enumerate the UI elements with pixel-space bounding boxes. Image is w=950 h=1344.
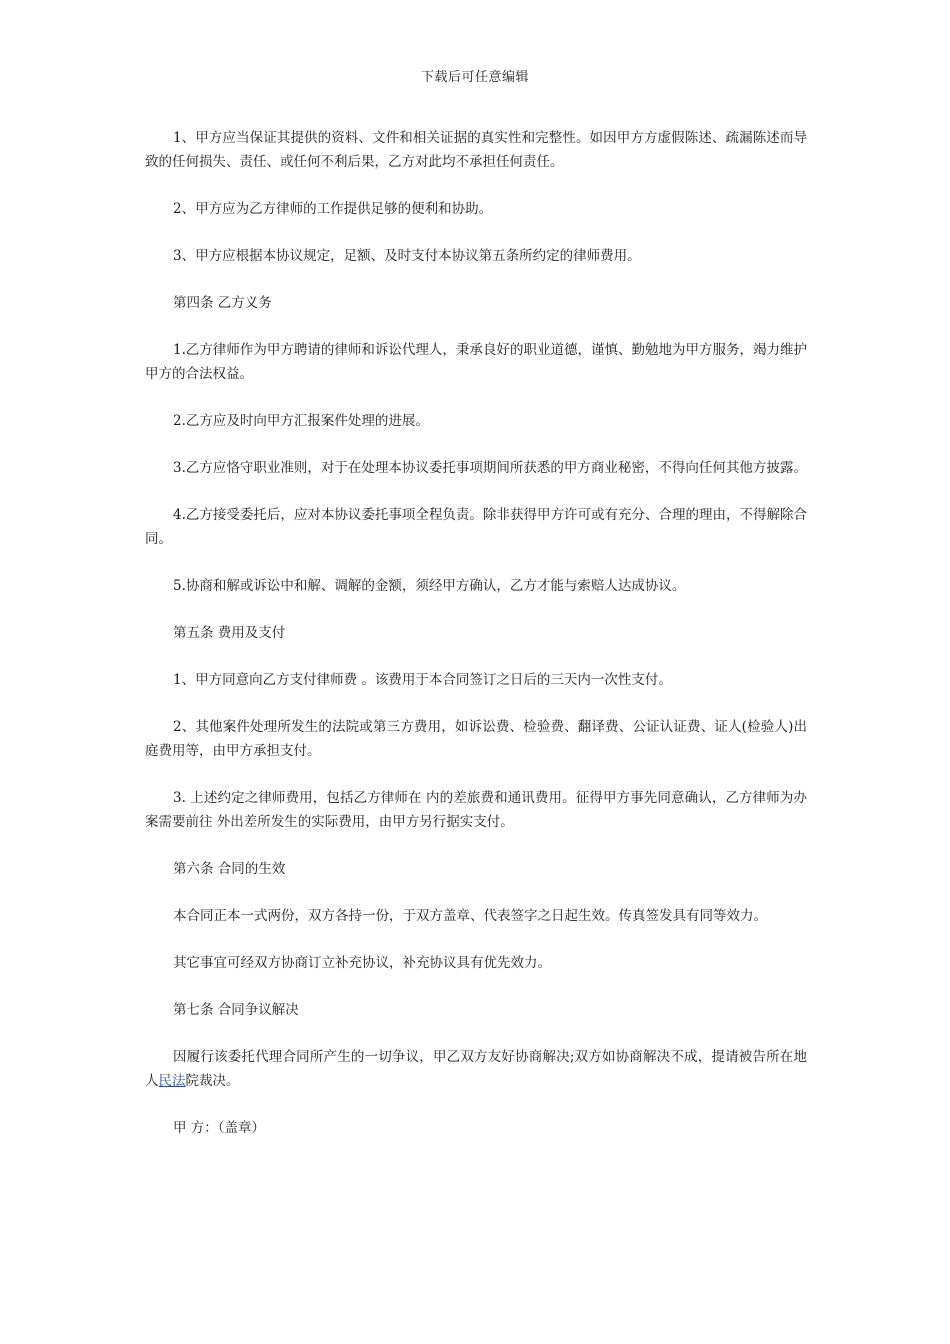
civil-law-link[interactable]: 民法: [158, 1073, 186, 1089]
clause-party-b-1: 1.乙方律师作为甲方聘请的律师和诉讼代理人，秉承良好的职业道德，谨慎、勤勉地为甲方服务，竭力维护甲方的合法权益。: [145, 342, 807, 382]
clause-effect-2: 其它事宜可经双方协商订立补充协议，补充协议具有优先效力。: [173, 955, 551, 971]
clause-fee-2: 2、其他案件处理所发生的法院或第三方费用，如诉讼费、检验费、翻译费、公证认证费、证人(检验人)出庭费用等，由甲方承担支付。: [145, 719, 807, 759]
clause-party-a-1: 1、甲方应当保证其提供的资料、文件和相关证据的真实性和完整性。如因甲方方虚假陈述、疏漏陈述而导致的任何损失、责任、或任何不利后果，乙方对此均不承担任何责任。: [145, 130, 807, 170]
clause-party-a-2: 2、甲方应为乙方律师的工作提供足够的便利和协助。: [173, 201, 493, 217]
clause-party-b-5: 5.协商和解或诉讼中和解、调解的金额，须经甲方确认，乙方才能与索赔人达成协议。: [173, 578, 686, 594]
clause-effect-1: 本合同正本一式两份，双方各持一份，于双方盖章、代表签字之日起生效。传真签发具有同等效力。: [173, 908, 767, 924]
clause-party-b-4: 4.乙方接受委托后，应对本协议委托事项全程负责。除非获得甲方许可或有充分、合理的理由，不得解除合同。: [145, 507, 807, 547]
signature-party-a: 甲 方：（盖章）: [173, 1120, 266, 1136]
dispute-text-after: 院裁决。: [185, 1073, 240, 1089]
clause-party-b-3: 3.乙方应恪守职业准则，对于在处理本协议委托事项期间所获悉的甲方商业秘密，不得向任何其他方披露。: [173, 460, 807, 476]
dispute-text-before: 因履行该委托代理合同所产生的一切争议，甲乙双方友好协商解决;双方如协商解决不成，提请被告所在地人: [145, 1049, 807, 1089]
clause-fee-3: 3. 上述约定之律师费用，包括乙方律师在 内的差旅费和通讯费用。征得甲方事先同意确认，乙方律师为办案需要前往 外出差所发生的实际费用，由甲方另行据实支付。: [145, 790, 807, 830]
clause-dispute: [145, 1045, 807, 1093]
clause-party-a-3: 3、甲方应根据本协议规定，足额、及时支付本协议第五条所约定的律师费用。: [173, 248, 641, 264]
article-7-heading: 第七条 合同争议解决: [173, 1002, 299, 1018]
article-6-heading: 第六条 合同的生效: [173, 861, 286, 877]
clause-fee-1: 1、甲方同意向乙方支付律师费 。该费用于本合同签订之日后的三天内一次性支付。: [173, 672, 672, 688]
contract-body: [145, 126, 807, 1163]
clause-party-b-2: 2.乙方应及时向甲方汇报案件处理的进展。: [173, 413, 429, 429]
article-5-heading: 第五条 费用及支付: [173, 625, 286, 641]
page-header: 下载后可任意编辑: [420, 70, 529, 85]
article-4-heading: 第四条 乙方义务: [173, 295, 272, 311]
